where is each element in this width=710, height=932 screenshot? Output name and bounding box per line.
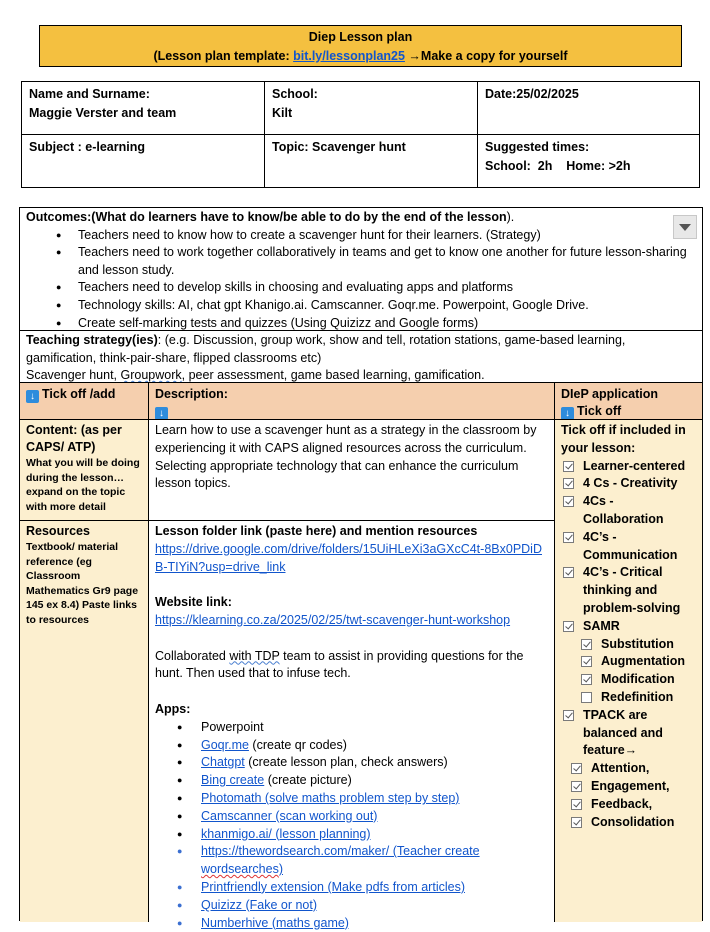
check-label: 4C’s - Critical thinking and problem-solving <box>583 565 681 615</box>
app-item <box>201 808 548 826</box>
col-header-diep: DIeP application ↓ Tick off <box>554 382 702 419</box>
check-label: 4 Cs - Creativity <box>583 476 678 491</box>
checked-checkbox-icon[interactable] <box>571 817 582 828</box>
diep-check-item[interactable] <box>561 707 696 760</box>
lesson-plan-banner <box>39 25 682 67</box>
down-arrow-icon: ↓ <box>561 407 574 420</box>
app-item: ● Goqr.me (create qr codes) <box>201 737 548 755</box>
app-item <box>201 897 548 915</box>
checked-checkbox-icon[interactable] <box>581 639 592 650</box>
date-cell[interactable] <box>478 82 698 107</box>
app-link[interactable]: Goqr.me <box>201 737 249 752</box>
checked-checkbox-icon[interactable] <box>571 763 582 774</box>
app-link[interactable]: Numberhive (maths game) <box>201 915 349 930</box>
checked-checkbox-icon[interactable] <box>581 656 592 667</box>
diep-check-item[interactable] <box>561 814 696 832</box>
app-link[interactable]: Printfriendly extension (Make pdfs from articles) <box>201 879 465 894</box>
content-description[interactable]: Learn how to use a scavenger hunt as a strategy in the classroom by experiencing it with CAPS aligned resources across the curriculum. Selecting appropriate technology that can enhance the curriculum lesson topics. <box>148 419 554 520</box>
app-item <box>201 790 548 808</box>
app-link[interactable]: wordsearches <box>201 862 279 877</box>
outcome-item: ● Technology skills: AI, chat gpt Khanigo.ai. Camscanner. Goqr.me. Powerpoint, Google Drive. <box>78 297 696 315</box>
times-value: School: 2h Home: >2h <box>485 159 631 173</box>
checked-checkbox-icon[interactable] <box>563 461 574 472</box>
collab-note: Collaborated with TDP team to assist in providing questions for the hunt. Then used that to infuse tech. <box>155 648 524 681</box>
strategy-prompt: Teaching strategy(ies): (e.g. Discussion, group work, show and tell, rotation stations, game-based learning, gamification, think-pair-share, flipped classrooms etc) <box>26 333 626 365</box>
template-suffix: →Make a copy for yourself <box>404 49 568 63</box>
diep-check-item[interactable] <box>561 760 696 778</box>
times-label: Suggested times: <box>485 140 590 154</box>
dropdown-arrow-icon[interactable] <box>673 215 697 239</box>
outcome-item: ● Teachers need to develop skills in choosing and evaluating apps and platforms <box>78 279 696 297</box>
name-label: Name and Surname: <box>29 87 150 101</box>
checked-checkbox-icon[interactable] <box>563 567 574 578</box>
app-link[interactable]: khanmigo.ai/ (lesson planning) <box>201 826 371 841</box>
diep-check-item[interactable] <box>561 529 696 565</box>
app-item <box>201 826 548 844</box>
check-label: 4C’s - Communication <box>583 529 678 562</box>
check-label: Attention, <box>591 761 650 776</box>
app-item <box>201 915 548 932</box>
col-header-tick: ↓ Tick off /add <box>20 382 148 419</box>
check-label: TPACK are balanced and feature→ <box>583 707 663 758</box>
lesson-table <box>19 207 703 930</box>
outcome-item: ● Create self-marking tests and quizzes (Using Quizizz and Google forms) <box>78 315 696 333</box>
school-cell[interactable] <box>265 82 477 126</box>
apps-label: Apps: <box>155 701 191 716</box>
outcome-item: ● Teachers need to know how to create a scavenger hunt for their learners. (Strategy) <box>78 227 696 245</box>
template-line <box>40 47 681 66</box>
down-arrow-icon: ↓ <box>155 407 168 420</box>
resources-hint: Textbook/ material reference (eg Classroom Mathematics Gr9 page 145 ex 8.4) Paste links to resources <box>26 541 139 626</box>
app-item <box>201 843 548 879</box>
app-item: ● Powerpoint <box>201 719 548 737</box>
diep-check-item[interactable] <box>561 778 696 796</box>
diep-check-item[interactable] <box>561 796 696 814</box>
diep-check-item[interactable] <box>561 618 696 636</box>
name-value: Maggie Verster and team <box>29 106 177 120</box>
website-label: Website link: <box>155 595 232 610</box>
info-table <box>21 81 700 188</box>
app-link[interactable]: Photomath (solve maths problem step by step) <box>201 790 460 805</box>
outcomes-list <box>26 227 696 333</box>
app-link[interactable]: Chatgpt <box>201 755 245 770</box>
website-link[interactable]: https://klearning.co.za/2025/02/25/twt-scavenger-hunt-workshop <box>155 612 511 627</box>
content-label-cell <box>20 419 148 520</box>
diep-checklist <box>554 419 702 922</box>
check-label: Engagement, <box>591 778 670 793</box>
resources-description[interactable] <box>148 520 554 930</box>
app-item: ● Chatgpt (create lesson plan, check answers) <box>201 754 548 772</box>
app-link[interactable]: Bing create <box>201 773 265 788</box>
down-arrow-icon: ↓ <box>26 390 39 403</box>
date-value: Date:25/02/2025 <box>485 87 579 101</box>
check-label: Feedback, <box>591 796 653 811</box>
check-label: Consolidation <box>591 814 675 829</box>
checked-checkbox-icon[interactable] <box>581 674 592 685</box>
times-cell[interactable] <box>478 135 698 179</box>
topic-value: Topic: Scavenger hunt <box>272 140 406 154</box>
subject-value: Subject : e-learning <box>29 140 145 154</box>
check-label: SAMR <box>583 618 620 633</box>
diep-check-item[interactable] <box>561 458 696 476</box>
apps-list <box>155 719 548 932</box>
checked-checkbox-icon[interactable] <box>563 710 574 721</box>
resources-label: Resources <box>26 524 90 538</box>
name-cell[interactable] <box>22 82 264 126</box>
diep-check-item[interactable] <box>561 475 696 493</box>
template-prefix: (Lesson plan template: <box>153 49 294 63</box>
template-link[interactable]: bit.ly/lessonplan25 <box>293 49 405 63</box>
strategy-value: Scavenger hunt, Groupwork, peer assessment, game based learning, gamification. <box>26 368 485 382</box>
checked-checkbox-icon[interactable] <box>563 496 574 507</box>
lesson-plan-title: Diep Lesson plan <box>308 30 413 44</box>
app-link[interactable]: Camscanner (scan working out) <box>201 808 378 823</box>
diep-check-item[interactable] <box>561 493 696 529</box>
folder-link[interactable]: https://drive.google.com/drive/folders/15UiHLeXi3aGXcC4t-8Bx0PDiDB-TIYiN?usp=drive_link <box>155 541 542 574</box>
diep-check-list <box>561 458 696 832</box>
app-item: ● Bing create (create picture) <box>201 772 548 790</box>
diep-check-item[interactable] <box>561 653 696 671</box>
app-link[interactable]: ) <box>278 862 283 877</box>
diep-check-item[interactable] <box>561 636 696 654</box>
diep-intro: Tick off if included in your lesson: <box>561 423 686 455</box>
app-link[interactable]: https://thewordsearch.com/maker/ (Teacher create <box>201 844 480 859</box>
check-label: 4Cs - Collaboration <box>583 494 664 526</box>
check-label: Modification <box>601 672 675 687</box>
content-hint: What you will be doing during the lesson…expand on the topic with more detail <box>26 457 140 513</box>
school-value: Kilt <box>272 106 293 120</box>
resources-label-cell <box>20 520 148 922</box>
strategy-section[interactable] <box>20 330 702 382</box>
check-label: Substitution <box>601 636 674 651</box>
school-label: School: <box>272 87 318 101</box>
checked-checkbox-icon[interactable] <box>563 478 574 489</box>
diep-check-item[interactable] <box>561 671 696 689</box>
topic-cell[interactable] <box>265 135 477 160</box>
checked-checkbox-icon[interactable] <box>571 799 582 810</box>
folder-label: Lesson folder link (paste here) and mention resources <box>155 524 478 538</box>
subject-cell[interactable] <box>22 135 264 160</box>
checked-checkbox-icon[interactable] <box>571 781 582 792</box>
unchecked-checkbox-icon[interactable] <box>581 692 592 703</box>
checked-checkbox-icon[interactable] <box>563 621 574 632</box>
app-link[interactable]: Quizizz (Fake or not) <box>201 897 318 912</box>
checked-checkbox-icon[interactable] <box>563 532 574 543</box>
outcomes-section[interactable] <box>20 208 702 330</box>
app-item <box>201 879 548 897</box>
diep-check-item[interactable] <box>561 564 696 617</box>
check-label: Redefinition <box>601 689 674 704</box>
outcome-item: ● Teachers need to work together collaboratively in teams and get to know one another for future lesson-sharing and lesson study. <box>78 244 696 279</box>
col-header-description: Description: ↓ <box>148 382 554 419</box>
outcomes-label: Outcomes:(What do learners have to know/be able to do by the end of the lesson). <box>26 210 515 224</box>
diep-check-item[interactable] <box>561 689 696 707</box>
check-label: Learner-centered <box>583 458 686 473</box>
check-label: Augmentation <box>601 654 686 669</box>
content-label: Content: (as per CAPS/ ATP) <box>26 423 122 454</box>
